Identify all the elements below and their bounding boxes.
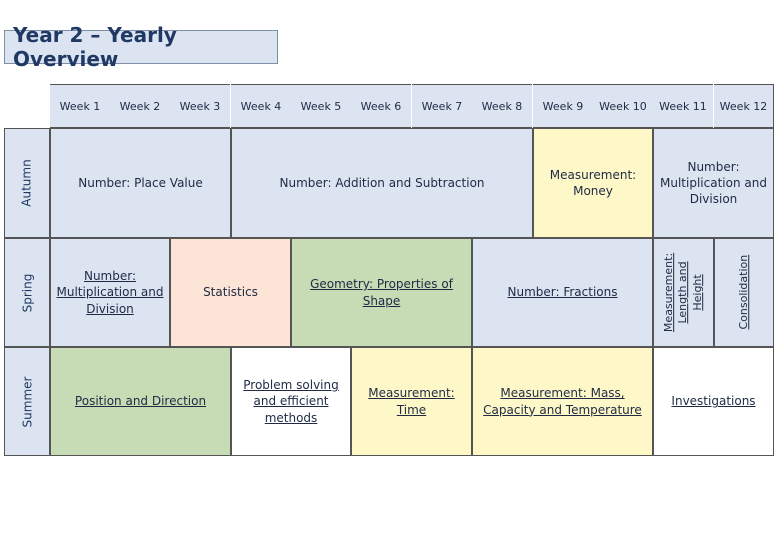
summer-investigations: Investigations <box>653 347 774 456</box>
autumn-place-value: Number: Place Value <box>50 128 231 238</box>
week-header-4: Week 4 <box>231 84 291 128</box>
week-header-11: Week 11 <box>653 84 713 128</box>
spring-length-height: Measurement: Length and Height <box>653 238 714 347</box>
week-header-3: Week 3 <box>170 84 230 128</box>
season-summer-label: Summer <box>20 376 35 427</box>
week-header-7: Week 7 <box>412 84 472 128</box>
summer-mass-capacity-temperature: Measurement: Mass, Capacity and Temperature <box>472 347 653 456</box>
spring-geometry: Geometry: Properties of Shape <box>291 238 472 347</box>
week-header-5: Week 5 <box>291 84 351 128</box>
autumn-addition-subtraction: Number: Addition and Subtraction <box>231 128 533 238</box>
spring-consolidation: Consolidation <box>714 238 774 347</box>
season-autumn <box>4 128 50 238</box>
autumn-multiplication-division: Number: Multiplication and Division <box>653 128 774 238</box>
summer-time: Measurement: Time <box>351 347 472 456</box>
week-header-1: Week 1 <box>50 84 110 128</box>
spring-fractions: Number: Fractions <box>472 238 653 347</box>
page-title: Year 2 – Yearly Overview <box>4 30 278 64</box>
week-header-8: Week 8 <box>472 84 532 128</box>
week-header-9: Week 9 <box>533 84 593 128</box>
week-header-2: Week 2 <box>110 84 170 128</box>
summer-position-direction: Position and Direction <box>50 347 231 456</box>
week-header-10: Week 10 <box>593 84 653 128</box>
season-spring <box>4 238 50 347</box>
autumn-money: Measurement: Money <box>533 128 653 238</box>
week-header-12: Week 12 <box>714 84 774 128</box>
week-header-6: Week 6 <box>351 84 411 128</box>
spring-multiplication-division: Number: Multiplication and Division <box>50 238 170 347</box>
spring-statistics: Statistics <box>170 238 291 347</box>
season-spring-label: Spring <box>19 273 34 312</box>
season-autumn-label: Autumn <box>20 159 35 207</box>
season-summer <box>4 347 50 456</box>
summer-problem-solving: Problem solving and efficient methods <box>231 347 351 456</box>
